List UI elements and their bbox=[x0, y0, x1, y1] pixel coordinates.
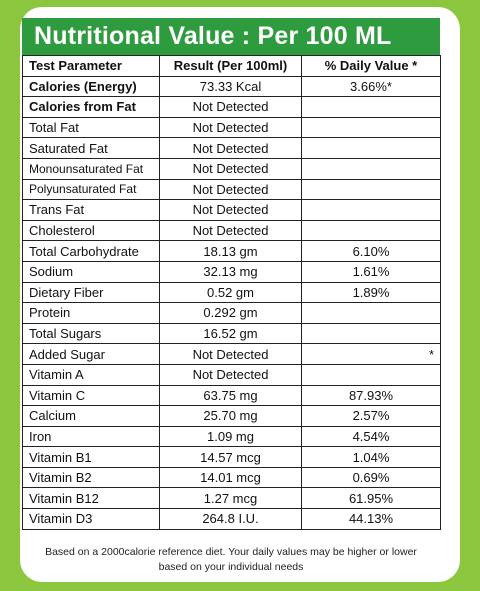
cell-result: 1.09 mg bbox=[160, 426, 302, 447]
table-row bbox=[23, 467, 441, 488]
cell-test-parameter: Calories (Energy) bbox=[23, 76, 160, 97]
table-row bbox=[23, 200, 441, 221]
cell-result: Not Detected bbox=[160, 179, 302, 200]
cell-result: 32.13 mg bbox=[160, 261, 302, 282]
cell-test-parameter: Iron bbox=[23, 426, 160, 447]
cell-test-parameter: Vitamin B12 bbox=[23, 488, 160, 509]
cell-result: Not Detected bbox=[160, 138, 302, 159]
cell-daily-value: 3.66%* bbox=[302, 76, 441, 97]
cell-daily-value bbox=[302, 97, 441, 118]
cell-daily-value bbox=[302, 220, 441, 241]
cell-daily-value bbox=[302, 117, 441, 138]
cell-daily-value: 1.61% bbox=[302, 261, 441, 282]
cell-test-parameter: Total Sugars bbox=[23, 323, 160, 344]
footnote-line-1: Based on a 2000calorie reference diet. Your daily values may be higher or lower bbox=[45, 546, 417, 558]
cell-daily-value bbox=[302, 200, 441, 221]
cell-daily-value bbox=[302, 158, 441, 179]
nutrition-table bbox=[22, 55, 441, 530]
table-row bbox=[23, 303, 441, 324]
cell-test-parameter: Vitamin B1 bbox=[23, 447, 160, 468]
cell-daily-value: 6.10% bbox=[302, 241, 441, 262]
cell-test-parameter: Cholesterol bbox=[23, 220, 160, 241]
cell-result: 63.75 mg bbox=[160, 385, 302, 406]
cell-result: 14.57 mcg bbox=[160, 447, 302, 468]
cell-daily-value bbox=[302, 323, 441, 344]
cell-daily-value: 1.89% bbox=[302, 282, 441, 303]
cell-test-parameter: Protein bbox=[23, 303, 160, 324]
table-row bbox=[23, 385, 441, 406]
nutrition-rows bbox=[23, 76, 441, 529]
cell-result: Not Detected bbox=[160, 117, 302, 138]
cell-test-parameter: Calcium bbox=[23, 406, 160, 427]
cell-daily-value: 87.93% bbox=[302, 385, 441, 406]
cell-daily-value bbox=[302, 364, 441, 385]
cell-result: Not Detected bbox=[160, 220, 302, 241]
cell-result: Not Detected bbox=[160, 158, 302, 179]
cell-test-parameter: Polyunsaturated Fat bbox=[23, 179, 160, 200]
table-row bbox=[23, 509, 441, 530]
table-row bbox=[23, 158, 441, 179]
cell-daily-value: 4.54% bbox=[302, 426, 441, 447]
cell-daily-value: 44.13% bbox=[302, 509, 441, 530]
cell-test-parameter: Monounsaturated Fat bbox=[23, 158, 160, 179]
cell-result: 0.52 gm bbox=[160, 282, 302, 303]
table-row bbox=[23, 117, 441, 138]
table-row bbox=[23, 447, 441, 468]
cell-daily-value: 1.04% bbox=[302, 447, 441, 468]
cell-result: Not Detected bbox=[160, 200, 302, 221]
table-row bbox=[23, 488, 441, 509]
cell-result: Not Detected bbox=[160, 364, 302, 385]
table-row bbox=[23, 261, 441, 282]
table-row bbox=[23, 138, 441, 159]
footnote-line-2: based on your individual needs bbox=[158, 561, 304, 573]
table-row bbox=[23, 406, 441, 427]
cell-test-parameter: Vitamin A bbox=[23, 364, 160, 385]
cell-result: 0.292 gm bbox=[160, 303, 302, 324]
cell-result: 18.13 gm bbox=[160, 241, 302, 262]
footnote bbox=[22, 545, 440, 575]
cell-test-parameter: Vitamin B2 bbox=[23, 467, 160, 488]
header-result: Result (Per 100ml) bbox=[160, 56, 302, 77]
table-header-row bbox=[23, 56, 441, 77]
cell-test-parameter: Total Fat bbox=[23, 117, 160, 138]
cell-result: Not Detected bbox=[160, 344, 302, 365]
cell-daily-value bbox=[302, 179, 441, 200]
table-row bbox=[23, 323, 441, 344]
cell-daily-value: 0.69% bbox=[302, 467, 441, 488]
nutrition-title: Nutritional Value : Per 100 ML bbox=[22, 18, 440, 55]
cell-result: 73.33 Kcal bbox=[160, 76, 302, 97]
cell-result: 16.52 gm bbox=[160, 323, 302, 344]
cell-test-parameter: Vitamin C bbox=[23, 385, 160, 406]
cell-test-parameter: Saturated Fat bbox=[23, 138, 160, 159]
cell-daily-value bbox=[302, 303, 441, 324]
table-row bbox=[23, 241, 441, 262]
table-row bbox=[23, 220, 441, 241]
table-row bbox=[23, 76, 441, 97]
table-row bbox=[23, 344, 441, 365]
cell-test-parameter: Total Carbohydrate bbox=[23, 241, 160, 262]
cell-daily-value: * bbox=[302, 344, 441, 365]
table-row bbox=[23, 282, 441, 303]
header-daily-value: % Daily Value * bbox=[302, 56, 441, 77]
cell-test-parameter: Vitamin D3 bbox=[23, 509, 160, 530]
table-row bbox=[23, 426, 441, 447]
cell-result: Not Detected bbox=[160, 97, 302, 118]
cell-daily-value bbox=[302, 138, 441, 159]
table-row bbox=[23, 179, 441, 200]
cell-test-parameter: Dietary Fiber bbox=[23, 282, 160, 303]
header-test-parameter: Test Parameter bbox=[23, 56, 160, 77]
cell-result: 25.70 mg bbox=[160, 406, 302, 427]
table-row bbox=[23, 97, 441, 118]
cell-daily-value: 61.95% bbox=[302, 488, 441, 509]
cell-test-parameter: Trans Fat bbox=[23, 200, 160, 221]
cell-daily-value: 2.57% bbox=[302, 406, 441, 427]
cell-test-parameter: Calories from Fat bbox=[23, 97, 160, 118]
cell-test-parameter: Added Sugar bbox=[23, 344, 160, 365]
table-row bbox=[23, 364, 441, 385]
cell-result: 1.27 mcg bbox=[160, 488, 302, 509]
cell-result: 264.8 I.U. bbox=[160, 509, 302, 530]
cell-result: 14.01 mcg bbox=[160, 467, 302, 488]
cell-test-parameter: Sodium bbox=[23, 261, 160, 282]
